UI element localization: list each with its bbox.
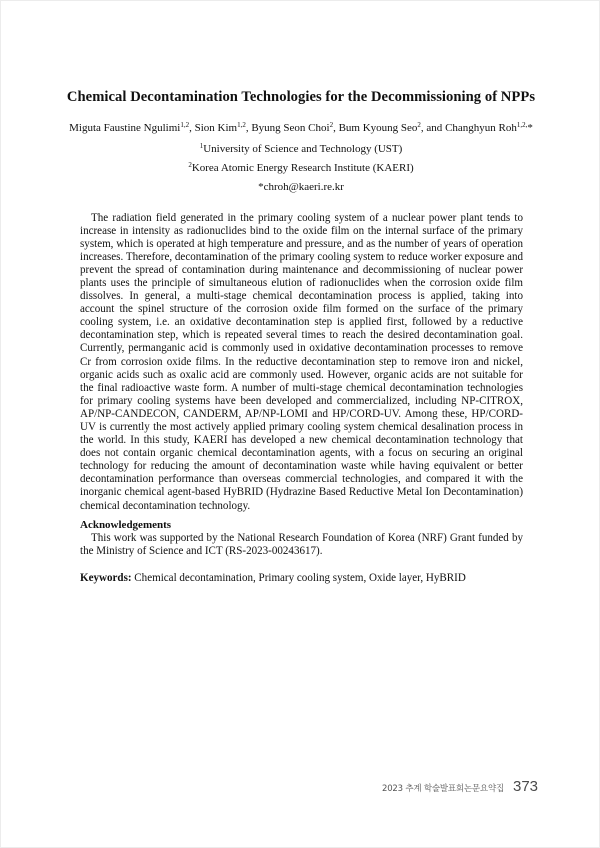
acknowledgements-heading: Acknowledgements [80,519,172,531]
author-name: Miguta Faustine Ngulimi [69,122,181,134]
affiliation-text: University of Science and Technology (UST) [203,143,403,155]
keywords-text: Chemical decontamination, Primary cooling system, Oxide layer, HyBRID [131,572,466,584]
corresponding-email: *chroh@kaeri.re.kr [258,181,344,193]
affiliation-mark: 2 [188,161,192,169]
abstract-body: The radiation field generated in the primary cooling system of a nuclear power plant tends to increase in intensity as radionuclides bind to the oxide film on the internal surface of the primary system, which is operated at high temperature and pressure, and as the number of years of operation increases. Therefore, decontamination of the primary cooling system to reduce worker exposure and prevent the spread of contamination during maintenance and decommissioning of nuclear power plants uses the principle of simultaneous elution of radionuclides when the corrosion oxide film dissolves. In general, a multi-stage chemical decontamination process is applied, taking into account the spinel structure of the corrosion oxide film formed on the surface of the primary cooling system, i.e. an oxidative decontamination step is applied first, followed by a reductive decontamination step, which is repeated several times to reach the desired decontamination goal. Currently, permanganic acid is commonly used in oxidative decontamination processes to remove Cr from corrosion oxide films. In the reductive decontamination step to remove iron and nickel, organic acids such as oxalic acid are commonly used. However, organic acids are not suitable for the final radioactive waste form. A number of multi-stage chemical decontamination technologies for primary cooling systems have been developed and commercialized, including NP-CITROX, AP/NP-CANDECON, CANDERM, AP/NP-LOMI and HP/CORD-UV. Among these, HP/CORD-UV is currently the most actively applied primary cooling system chemical desalination process in the world. In this study, KAERI has developed a new chemical decontamination technology that does not contain organic chemical decontamination agents, with a focus on securing an original technology for reducing the amount of decontamination waste while having equivalent or better decontamination performance than overseas commercial technologies, and compared it with the inorganic chemical agent-based HyBRID (Hydrazine Based Reductive Metal Ion Decontamination) chemical decontamination technology. [80,211,523,512]
author-separator: , [189,122,195,134]
corresponding-author-mark: * [527,122,533,134]
author-name: Byung Seon Choi [251,122,330,134]
author-name: Bum Kyoung Seo [338,122,418,134]
keywords-label: Keywords: [80,572,132,584]
author-affiliation-mark: 1,2, [516,121,528,129]
affiliation-text: Korea Atomic Energy Research Institute (KAERI) [191,162,414,174]
author-affiliation-mark: 2 [417,121,421,129]
author-separator: , and [420,122,446,134]
author-affiliation-mark: 1,2 [237,121,246,129]
author-name: Changhyun Roh [445,122,517,134]
page-number: 373 [512,778,539,795]
affiliation-1 [1,143,600,155]
paper-title: Chemical Decontamination Technologies for the Decommissioning of NPPs [66,89,536,105]
keywords [80,572,466,584]
affiliation-mark: 1 [199,142,204,150]
author-list [1,122,600,134]
author-separator: , [245,122,252,134]
author-name: Sion Kim [194,122,238,134]
proceedings-title: 2023 추계 학술발표회논문요약집 [382,784,504,794]
author-affiliation-mark: 1,2 [180,121,190,129]
author-affiliation-mark: 2 [329,121,334,129]
acknowledgements-body: This work was supported by the National Research Foundation of Korea (NRF) Grant funded by the Ministry of Science and ICT (RS-2023-00243617). [80,532,523,558]
author-separator: , [333,122,339,134]
page-footer [382,778,538,795]
affiliation-2 [1,162,600,174]
